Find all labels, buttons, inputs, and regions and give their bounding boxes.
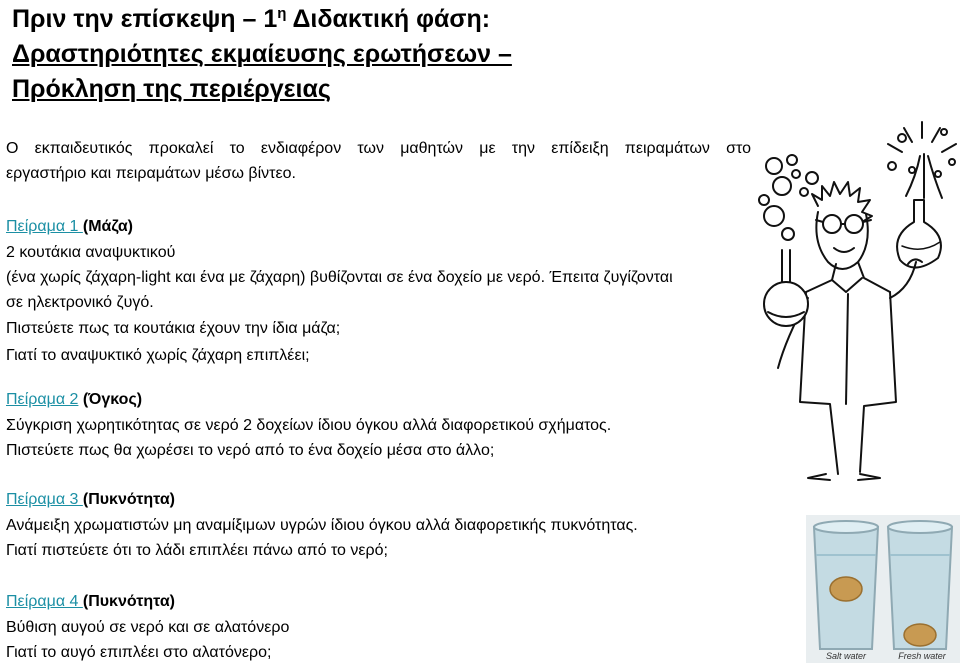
experiment-3-text-1: Ανάμειξη χρωματιστών μη αναμίξιμων υγρών ίδιου όγκου αλλά διαφορετικής πυκνότητας. <box>6 517 638 534</box>
egg-glasses-photo <box>806 515 960 663</box>
experiment-1-question-2: Γιατί το αναψυκτικό χωρίς ζάχαρη επιπλέει; <box>6 347 310 364</box>
experiment-2-title: (Όγκος) <box>78 391 143 408</box>
experiment-4-link[interactable]: Πείραμα 4 <box>6 593 83 610</box>
experiment-3-heading <box>6 490 175 509</box>
intro-line-1: Ο εκπαιδευτικός προκαλεί το ενδιαφέρον των μαθητών με την επίδειξη πειραμάτων στο <box>6 140 751 157</box>
scientist-illustration <box>752 108 960 483</box>
experiment-4-text-1: Βύθιση αυγού σε νερό και σε αλατόνερο <box>6 619 290 636</box>
experiment-4-title: (Πυκνότητα) <box>82 593 175 610</box>
page-title <box>12 2 512 107</box>
experiment-1-title: (Μάζα) <box>82 218 133 235</box>
experiment-1-question-1: Πιστεύετε πως τα κουτάκια έχουν την ίδια μάζα; <box>6 320 341 337</box>
title-line-2: Δραστηριότητες εκμαίευσης ερωτήσεων – <box>12 40 512 68</box>
experiment-1-text-1: 2 κουτάκια αναψυκτικού <box>6 244 176 261</box>
title-line-1: Πριν την επίσκεψη – $1^\eta$ Διδακτική φάση: <box>12 5 491 33</box>
experiment-2-text-1: Σύγκριση χωρητικότητας σε νερό 2 δοχείων ίδιου όγκου αλλά διαφορετικού σχήματος. <box>6 417 612 434</box>
intro-line-2: εργαστήριο και πειραμάτων μέσω βίντεο. <box>6 165 296 182</box>
salt-water-label: Salt water <box>825 651 867 661</box>
title-line-3: Πρόκληση της περιέργειας <box>12 75 331 103</box>
experiment-2-question-1: Πιστεύετε πως θα χωρέσει το νερό από το ένα δοχείο μέσα στο άλλο; <box>6 442 495 459</box>
experiment-1-text-3: σε ηλεκτρονικό ζυγό. <box>6 294 154 311</box>
experiment-1-link[interactable]: Πείραμα 1 <box>6 218 83 235</box>
experiment-2-link[interactable]: Πείραμα 2 <box>6 391 79 408</box>
experiment-4-heading <box>6 592 175 611</box>
experiment-4-question-1: Γιατί το αυγό επιπλέει στο αλατόνερο; <box>6 644 272 661</box>
experiment-3-link[interactable]: Πείραμα 3 <box>6 491 83 508</box>
experiment-3-title: (Πυκνότητα) <box>82 491 175 508</box>
experiment-1-heading <box>6 217 133 236</box>
experiment-3-question-1: Γιατί πιστεύετε ότι το λάδι επιπλέει πάνω από το νερό; <box>6 542 388 559</box>
fresh-water-label: Fresh water <box>898 651 946 661</box>
experiment-1-text-2: (ένα χωρίς ζάχαρη-light και ένα με ζάχαρη) βυθίζονται σε ένα δοχείο με νερό. Έπειτα ζυγίζονται <box>6 269 673 286</box>
experiment-2-heading <box>6 390 142 409</box>
